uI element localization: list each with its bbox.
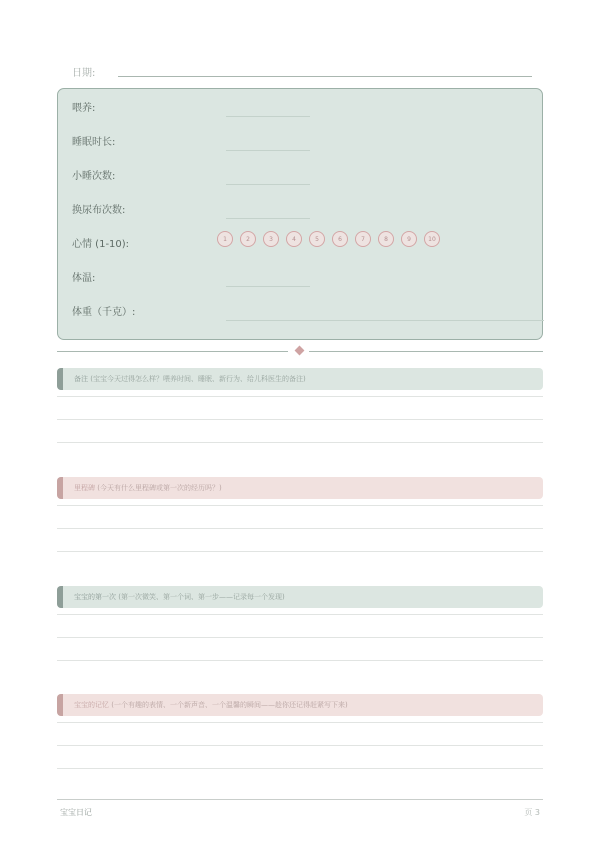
divider-line-left	[57, 351, 288, 352]
weight-label: 体重（千克）:	[72, 307, 136, 318]
feeding-label: 喂养:	[72, 103, 96, 114]
milestones-section	[57, 477, 543, 499]
sleep-field	[72, 133, 542, 153]
milestones-accent-bar	[57, 477, 63, 499]
writing-line[interactable]	[57, 551, 543, 552]
diapers-input-line[interactable]	[226, 218, 310, 219]
memories-hint: (一个有趣的表情、一个新声音、一个温馨的瞬间——趁你还记得赶紧写下来)	[111, 701, 348, 709]
notes-accent-bar	[57, 368, 63, 390]
naps-field	[72, 167, 542, 187]
writing-line[interactable]	[57, 768, 543, 769]
notes-title: 备注	[74, 375, 88, 383]
date-row	[72, 62, 532, 80]
writing-line[interactable]	[57, 396, 543, 397]
diapers-field	[72, 201, 542, 221]
writing-line[interactable]	[57, 419, 543, 420]
mood-circle-2[interactable]: 2	[240, 231, 256, 247]
naps-label: 小睡次数:	[72, 171, 116, 182]
memories-section	[57, 694, 543, 716]
temperature-input-line[interactable]	[226, 286, 310, 287]
sleep-input-line[interactable]	[226, 150, 310, 151]
mood-circle-8[interactable]: 8	[378, 231, 394, 247]
footer-title: 宝宝日记	[60, 808, 92, 817]
notes-header	[57, 368, 543, 390]
feeding-field	[72, 99, 542, 119]
naps-input-line[interactable]	[226, 184, 310, 185]
mood-circle-4[interactable]: 4	[286, 231, 302, 247]
mood-circle-5[interactable]: 5	[309, 231, 325, 247]
mood-circle-3[interactable]: 3	[263, 231, 279, 247]
memories-title: 宝宝的记忆	[74, 701, 109, 709]
writing-line[interactable]	[57, 528, 543, 529]
mood-circle-9[interactable]: 9	[401, 231, 417, 247]
page-number: 页 3	[524, 808, 540, 817]
milestones-header	[57, 477, 543, 499]
mood-circle-10[interactable]: 10	[424, 231, 440, 247]
feeding-input-line[interactable]	[226, 116, 310, 117]
notes-section	[57, 368, 543, 390]
firsts-accent-bar	[57, 586, 63, 608]
mood-circle-6[interactable]: 6	[332, 231, 348, 247]
firsts-hint: (第一次微笑、第一个词、第一步——记录每一个发现)	[118, 593, 285, 601]
writing-line[interactable]	[57, 722, 543, 723]
writing-line[interactable]	[57, 505, 543, 506]
date-label: 日期:	[72, 68, 96, 79]
milestones-hint: (今天有什么里程碑或第一次的经历吗？)	[97, 484, 222, 492]
notes-hint: (宝宝今天过得怎么样？喂养时间、睡眠、新行为、给儿科医生的备注)	[90, 375, 306, 383]
writing-line[interactable]	[57, 660, 543, 661]
date-input-line[interactable]	[118, 76, 532, 77]
firsts-title: 宝宝的第一次	[74, 593, 116, 601]
mood-circle-1[interactable]: 1	[217, 231, 233, 247]
mood-field	[72, 235, 542, 255]
milestones-title: 里程碑	[74, 484, 95, 492]
section-divider	[57, 346, 543, 356]
memories-accent-bar	[57, 694, 63, 716]
writing-line[interactable]	[57, 614, 543, 615]
firsts-section	[57, 586, 543, 608]
mood-label: 心情 (1-10):	[72, 239, 130, 250]
memories-header	[57, 694, 543, 716]
weight-input-line[interactable]	[226, 320, 544, 321]
page-footer	[57, 799, 543, 817]
footer-rule	[57, 799, 543, 800]
firsts-header	[57, 586, 543, 608]
diamond-ornament-icon	[295, 346, 305, 356]
daily-log-panel	[57, 88, 543, 340]
divider-line-right	[309, 351, 543, 352]
mood-circle-7[interactable]: 7	[355, 231, 371, 247]
diapers-label: 换尿布次数:	[72, 205, 126, 216]
sleep-label: 睡眠时长:	[72, 137, 116, 148]
mood-scale	[217, 231, 447, 247]
writing-line[interactable]	[57, 442, 543, 443]
temperature-field	[72, 269, 542, 289]
writing-line[interactable]	[57, 637, 543, 638]
weight-field	[72, 303, 542, 323]
temperature-label: 体温:	[72, 273, 96, 284]
writing-line[interactable]	[57, 745, 543, 746]
